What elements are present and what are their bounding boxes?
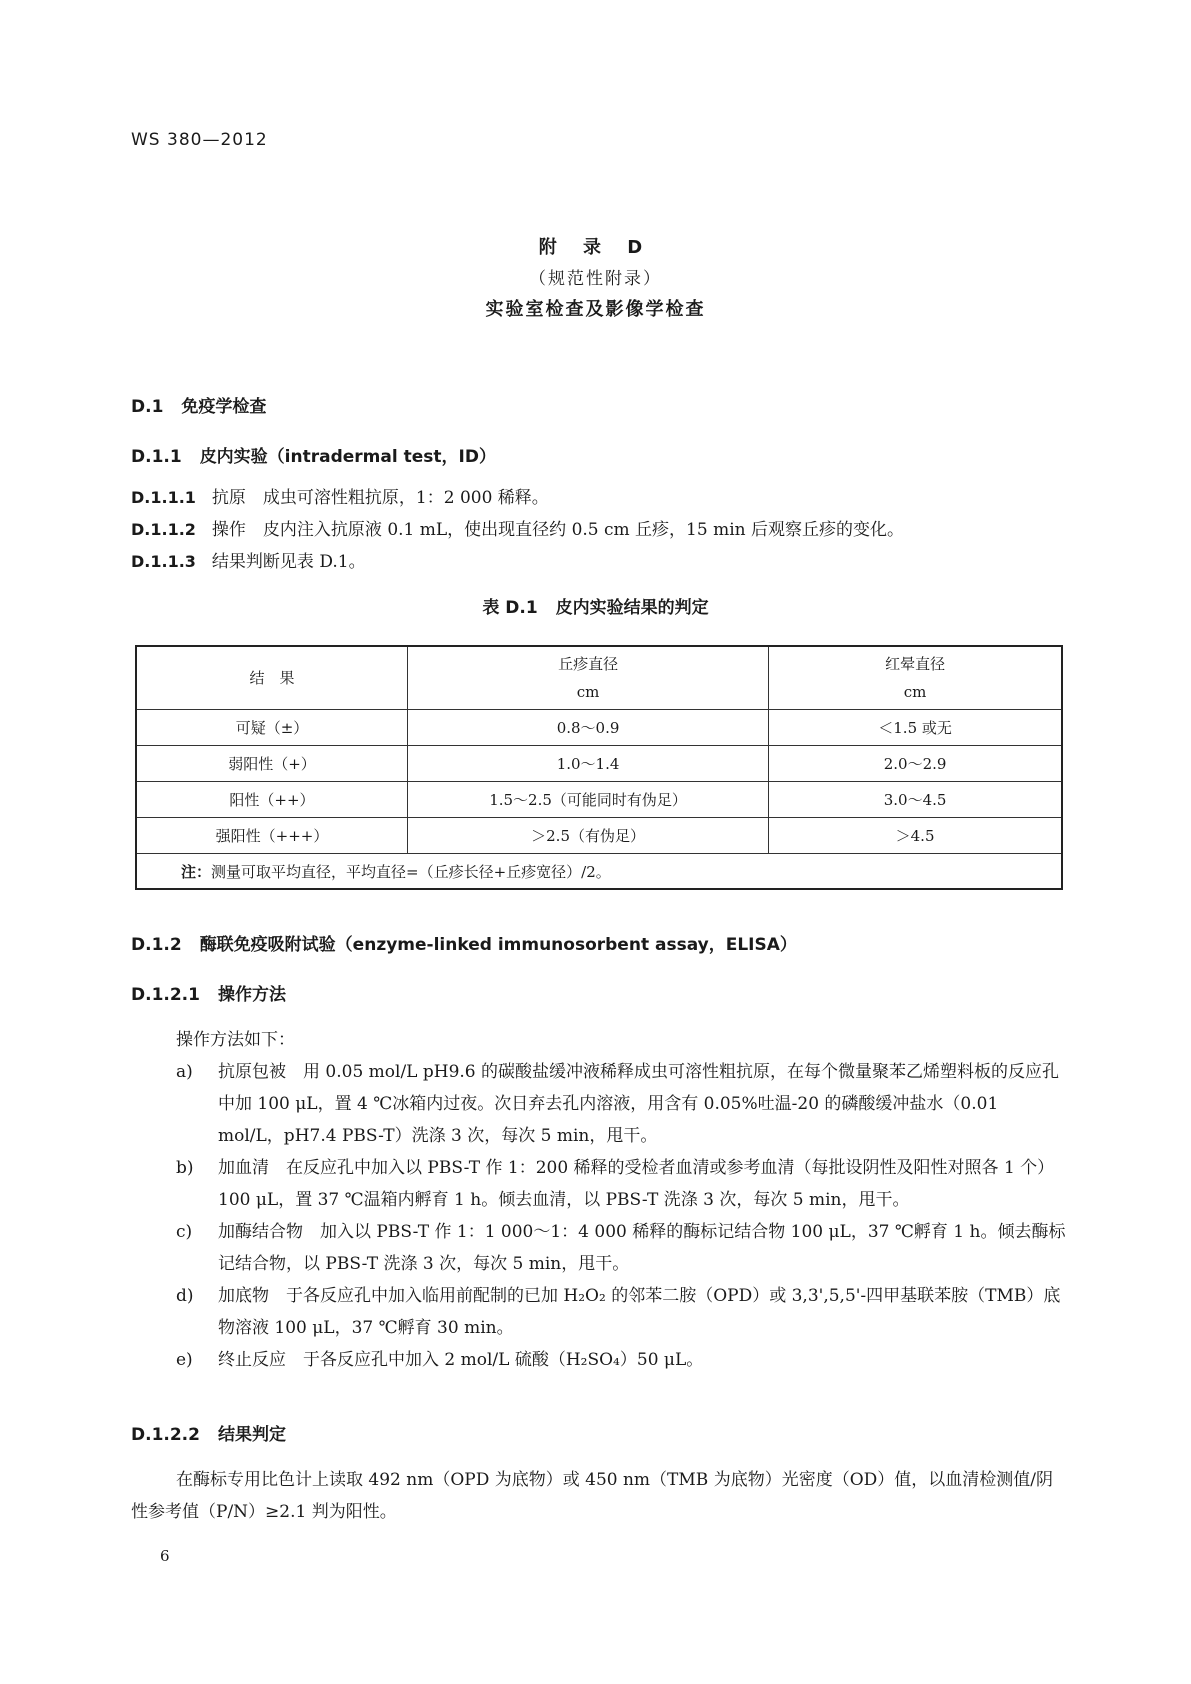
section-d1-heading xyxy=(131,392,266,417)
cell-papule: ＞2.5（有伪足） xyxy=(407,818,768,854)
step-item xyxy=(176,1216,1066,1280)
cell-flare: 2.0～2.9 xyxy=(769,746,1062,782)
method-steps xyxy=(176,1056,1066,1376)
table-row xyxy=(136,710,1062,746)
item-number: D.1.1.2 xyxy=(131,520,196,539)
section-number: D.1.2.2 xyxy=(131,1425,200,1445)
list-item xyxy=(131,514,1071,546)
step-text: 抗原包被 用 0.05 mol/L pH9.6 的碳酸盐缓冲液稀释成虫可溶性粗抗原，在每个微量聚苯乙烯塑料板的反应孔中加 100 μL，置 4 ℃冰箱内过夜。次日弃去孔内溶液，用含有 0.05%吐温-20 的磷酸缓冲盐水（0.01 mol/L，pH7.4 PBS-T）洗涤 3 次，每次 5 min，甩干。 xyxy=(218,1062,1060,1146)
intradermal-result-table xyxy=(135,645,1063,890)
step-text: 终止反应 于各反应孔中加入 2 mol/L 硫酸（H₂SO₄）50 μL。 xyxy=(218,1350,704,1370)
step-mark: b) xyxy=(176,1158,194,1178)
appendix-title: 附 录 D xyxy=(538,237,653,258)
step-mark: c) xyxy=(176,1222,193,1242)
section-d12-heading xyxy=(131,930,797,955)
step-mark: a) xyxy=(176,1062,193,1082)
step-text: 加底物 于各反应孔中加入临用前配制的已加 H₂O₂ 的邻苯二胺（OPD）或 3,3',5,5'-四甲基联苯胺（TMB）底物溶液 100 μL，37 ℃孵育 30 min。 xyxy=(218,1286,1061,1338)
cell-result: 强阳性（+++） xyxy=(136,818,407,854)
step-mark: d) xyxy=(176,1286,194,1306)
cell-papule: 1.5～2.5（可能同时有伪足） xyxy=(407,782,768,818)
step-mark: e) xyxy=(176,1350,193,1370)
note-text: 测量可取平均直径，平均直径=（丘疹长径+丘疹宽径）/2。 xyxy=(211,862,611,881)
section-number: D.1 xyxy=(131,397,164,417)
table-row xyxy=(136,746,1062,782)
cell-flare: ＞4.5 xyxy=(769,818,1062,854)
table-row xyxy=(136,818,1062,854)
table-number: 表 D.1 xyxy=(482,598,538,618)
header-papule-label: 丘疹直径 xyxy=(558,655,619,673)
appendix-main-title: 实验室检查及影像学检查 xyxy=(485,299,706,320)
header-papule xyxy=(407,646,768,710)
cell-result: 阳性（++） xyxy=(136,782,407,818)
appendix-subtitle: （规范性附录） xyxy=(529,269,662,289)
section-d11-heading xyxy=(131,442,496,467)
section-title: 酶联免疫吸附试验（enzyme-linked immunosorbent assay，ELISA） xyxy=(199,935,797,955)
step-item xyxy=(176,1344,1066,1376)
step-item xyxy=(176,1056,1066,1152)
note-label: 注： xyxy=(181,862,212,881)
section-title: 皮内实验（intradermal test，ID） xyxy=(199,447,496,467)
cell-result: 可疑（±） xyxy=(136,710,407,746)
header-flare-unit: cm xyxy=(903,683,927,701)
section-d121-heading xyxy=(131,980,286,1005)
section-title: 结果判定 xyxy=(217,1425,286,1445)
table-header-row xyxy=(136,646,1062,710)
cell-papule: 1.0～1.4 xyxy=(407,746,768,782)
item-text: 操作 皮内注入抗原液 0.1 mL，使出现直径约 0.5 cm 丘疹，15 min 后观察丘疹的变化。 xyxy=(211,520,905,540)
section-title: 免疫学检查 xyxy=(181,397,267,417)
step-item xyxy=(176,1152,1066,1216)
table-row xyxy=(136,782,1062,818)
table-caption xyxy=(0,593,1191,618)
section-number: D.1.1 xyxy=(131,447,182,467)
step-text: 加酶结合物 加入以 PBS-T 作 1：1 000～1：4 000 稀释的酶标记结合物 100 μL，37 ℃孵育 1 h。倾去酶标记结合物，以 PBS-T 洗涤 3 次，每次 5 min，甩干。 xyxy=(218,1222,1066,1274)
table-title: 皮内实验结果的判定 xyxy=(555,598,709,618)
cell-result: 弱阳性（+） xyxy=(136,746,407,782)
section-number: D.1.2.1 xyxy=(131,985,200,1005)
table-note xyxy=(136,854,1062,890)
header-flare xyxy=(769,646,1062,710)
step-item xyxy=(176,1280,1066,1344)
result-paragraph: 在酶标专用比色计上读取 492 nm（OPD 为底物）或 450 nm（TMB 为底物）光密度（OD）值，以血清检测值/阴性参考值（P/N）≥2.1 判为阳性。 xyxy=(131,1470,1053,1522)
page-number: 6 xyxy=(160,1547,170,1565)
item-text: 结果判断见表 D.1。 xyxy=(211,552,366,572)
cell-papule: 0.8～0.9 xyxy=(407,710,768,746)
section-title: 操作方法 xyxy=(217,985,286,1005)
section-number: D.1.2 xyxy=(131,935,182,955)
list-item xyxy=(131,482,1071,514)
method-intro: 操作方法如下： xyxy=(176,1030,295,1050)
section-d122-heading xyxy=(131,1420,286,1445)
d11-items xyxy=(131,482,1071,578)
standard-code: WS 380—2012 xyxy=(131,130,268,150)
item-text: 抗原 成虫可溶性粗抗原，1：2 000 稀释。 xyxy=(211,488,549,508)
header-flare-label: 红晕直径 xyxy=(885,655,946,673)
step-text: 加血清 在反应孔中加入以 PBS-T 作 1：200 稀释的受检者血清或参考血清（每批设阴性及阳性对照各 1 个）100 μL，置 37 ℃温箱内孵育 1 h。倾去血清，以 PBS-T 洗涤 3 次，每次 5 min，甩干。 xyxy=(218,1158,1055,1210)
header-result: 结 果 xyxy=(136,646,407,710)
cell-flare: 3.0～4.5 xyxy=(769,782,1062,818)
item-number: D.1.1.3 xyxy=(131,552,196,571)
cell-flare: ＜1.5 或无 xyxy=(769,710,1062,746)
list-item xyxy=(131,546,1071,578)
table-note-row xyxy=(136,854,1062,890)
item-number: D.1.1.1 xyxy=(131,488,196,507)
header-papule-unit: cm xyxy=(576,683,600,701)
